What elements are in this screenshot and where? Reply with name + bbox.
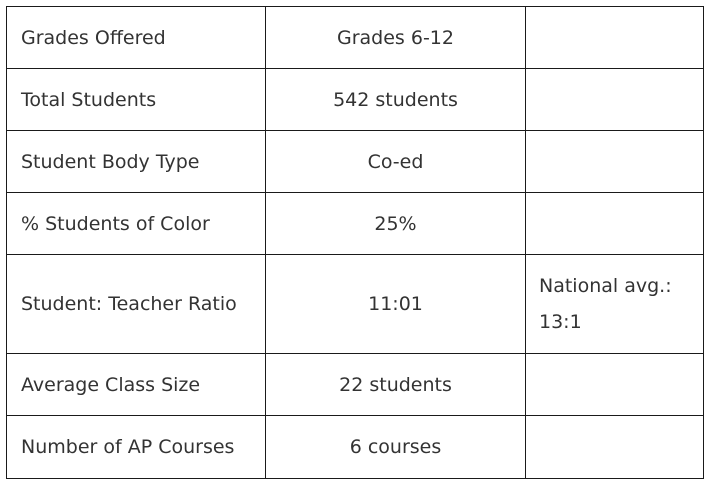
school-stats-table bbox=[6, 6, 704, 479]
row-value: Grades 6-12 bbox=[266, 7, 526, 69]
row-label: Student Body Type bbox=[7, 131, 266, 193]
row-value: 25% bbox=[266, 193, 526, 255]
table-row-grades-offered bbox=[7, 7, 704, 69]
table-row-students-of-color bbox=[7, 193, 704, 255]
row-label: Student: Teacher Ratio bbox=[7, 255, 266, 354]
row-note bbox=[526, 69, 704, 131]
row-note bbox=[526, 7, 704, 69]
row-note bbox=[526, 416, 704, 479]
row-value: 22 students bbox=[266, 354, 526, 416]
row-value: Co-ed bbox=[266, 131, 526, 193]
table-row-student-teacher-ratio bbox=[7, 255, 704, 354]
table-row-total-students bbox=[7, 69, 704, 131]
row-note bbox=[526, 354, 704, 416]
table-row-ap-courses bbox=[7, 416, 704, 479]
row-value: 542 students bbox=[266, 69, 526, 131]
row-label: Total Students bbox=[7, 69, 266, 131]
row-note bbox=[526, 131, 704, 193]
row-value: 6 courses bbox=[266, 416, 526, 479]
row-label: Grades Offered bbox=[7, 7, 266, 69]
row-note bbox=[526, 193, 704, 255]
row-label: Number of AP Courses bbox=[7, 416, 266, 479]
row-label: Average Class Size bbox=[7, 354, 266, 416]
row-value: 11:01 bbox=[266, 255, 526, 354]
table-row-student-body-type bbox=[7, 131, 704, 193]
row-label: % Students of Color bbox=[7, 193, 266, 255]
table-row-average-class-size bbox=[7, 354, 704, 416]
national-average-note: National avg.: 13:1 bbox=[526, 255, 704, 354]
